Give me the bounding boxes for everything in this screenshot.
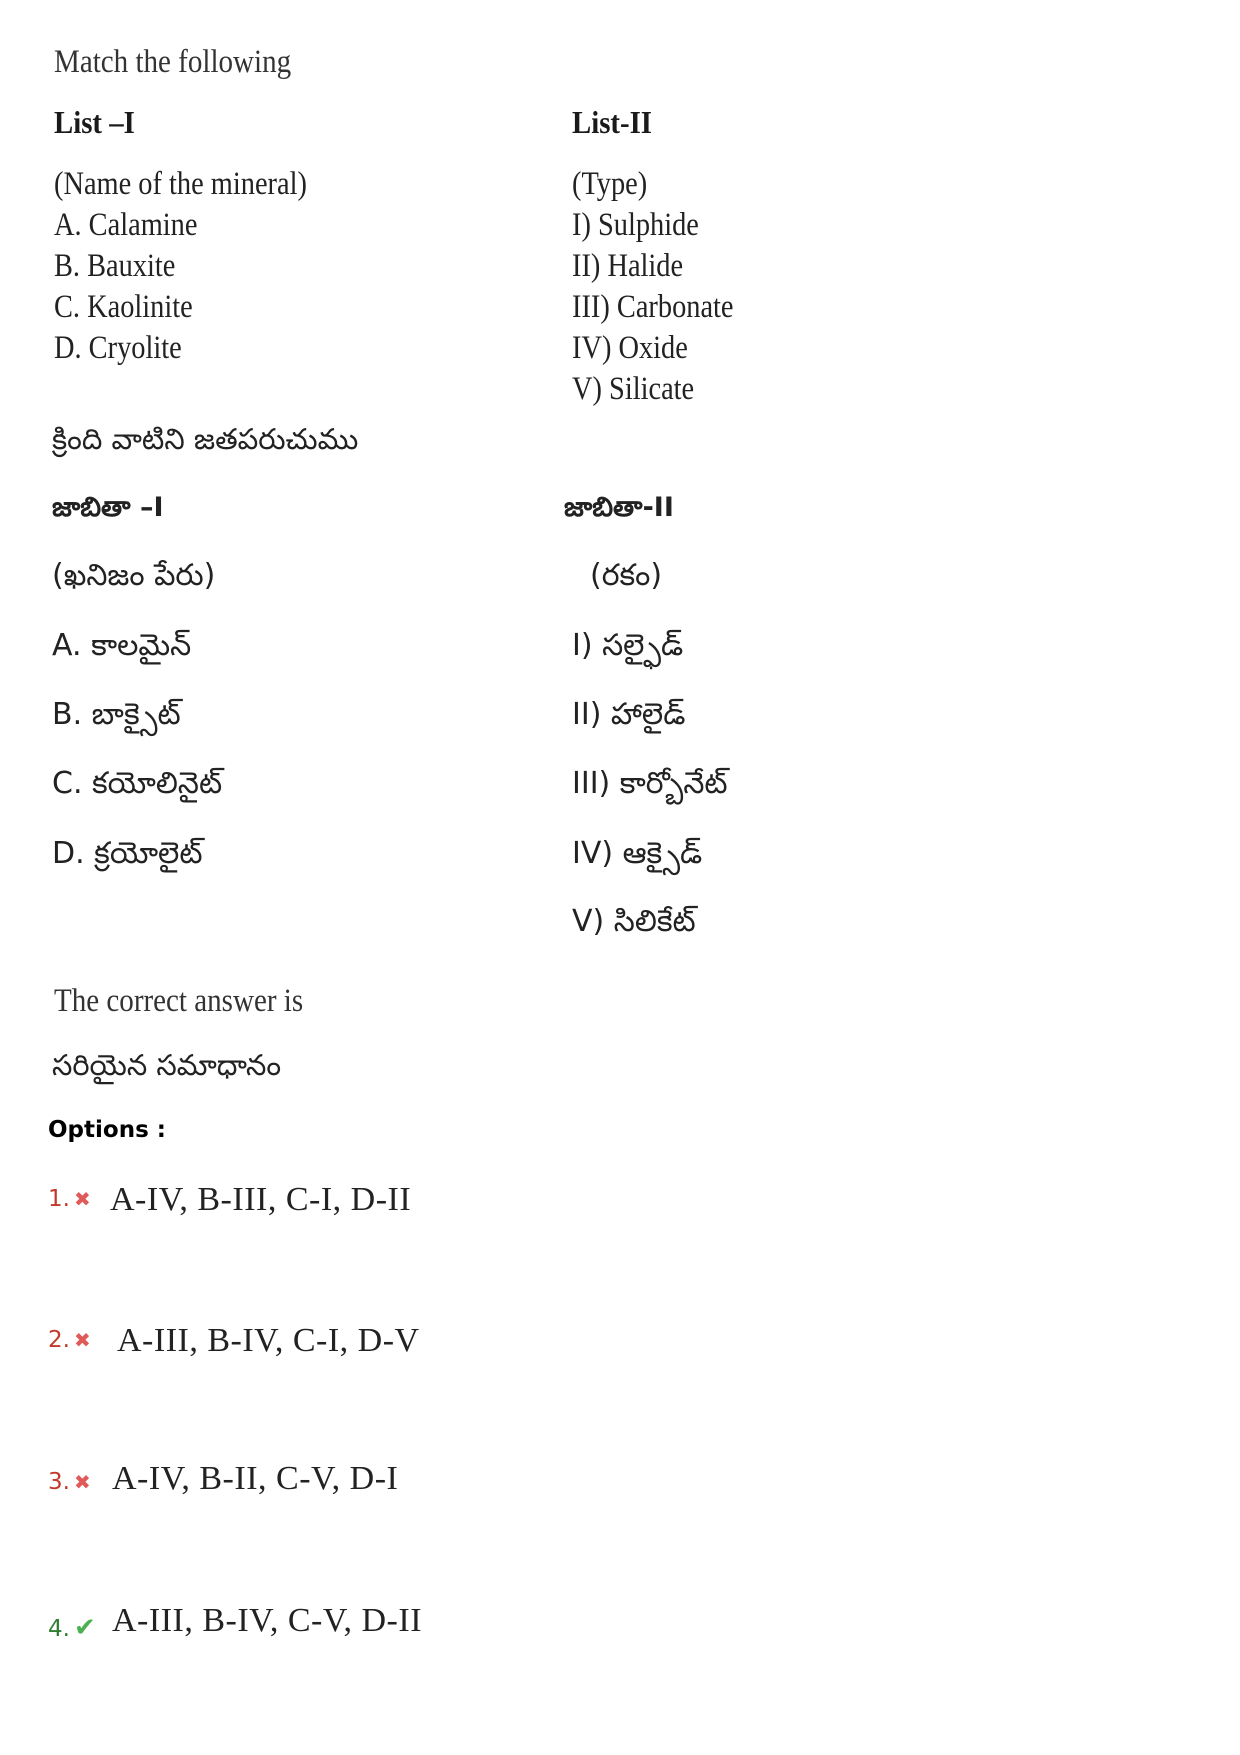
option-3[interactable] [48, 1469, 91, 1495]
list2-item-telugu: IV) ఆక్సైడ్ [572, 836, 703, 871]
list2-item: III) Carbonate [572, 289, 734, 325]
list1-item-telugu: C. కయోలినైట్ [52, 766, 223, 801]
list1-subheading-telugu: (ఖనిజం పేరు) [52, 558, 216, 593]
list2-item-telugu: V) సిలికేట్ [572, 904, 696, 939]
list2-items [572, 164, 734, 410]
list1-heading-telugu: జాబితా –I [52, 492, 164, 523]
list2-heading: List-II [572, 104, 653, 140]
list2-item: II) Halide [572, 248, 684, 284]
option-2-text[interactable]: A-III, B-IV, C-I, D-V [117, 1322, 420, 1359]
cross-icon: ✖ [73, 1328, 91, 1352]
option-1[interactable] [48, 1186, 91, 1212]
list1-item: C. Kaolinite [54, 289, 193, 325]
list1-items [54, 164, 307, 369]
list1-item: A. Calamine [54, 207, 198, 243]
option-1-text[interactable]: A-IV, B-III, C-I, D-II [110, 1181, 412, 1218]
option-2[interactable] [48, 1327, 91, 1353]
list1-item: D. Cryolite [54, 330, 182, 366]
question-instruction: Match the following [54, 44, 292, 80]
check-icon: ✔ [73, 1613, 96, 1643]
list2-heading-telugu: జాబితా-II [564, 492, 674, 523]
list2-item-telugu: I) సల్ఫైడ్ [572, 628, 684, 663]
options-label: Options : [48, 1117, 166, 1143]
list1-item: B. Bauxite [54, 248, 176, 284]
option-number: 1. [48, 1186, 70, 1212]
question-instruction-telugu: క్రింది వాటిని జతపరుచుము [52, 422, 359, 456]
option-3-text[interactable]: A-IV, B-II, C-V, D-I [112, 1460, 399, 1497]
list2-item-telugu: II) హాలైడ్ [572, 697, 686, 732]
list1-item-telugu: D. క్రయోలైట్ [52, 836, 203, 871]
option-number: 4. [48, 1616, 70, 1642]
answer-prompt-telugu: సరియైన సమాధానం [52, 1048, 282, 1082]
list2-subheading-telugu: (రకం) [590, 558, 663, 593]
answer-prompt: The correct answer is [54, 983, 304, 1019]
cross-icon: ✖ [73, 1187, 91, 1211]
list1-item-telugu: A. కాలమైన్ [52, 628, 192, 663]
option-4-text[interactable]: A-III, B-IV, C-V, D-II [112, 1602, 423, 1639]
option-number: 2. [48, 1327, 70, 1353]
list2-item: V) Silicate [572, 371, 695, 407]
list2-item-telugu: III) కార్బోనేట్ [572, 766, 728, 801]
list1-item-telugu: B. బాక్సైట్ [52, 697, 181, 732]
list1-subheading: (Name of the mineral) [54, 166, 307, 202]
option-4[interactable] [48, 1613, 96, 1643]
list2-subheading: (Type) [572, 166, 648, 202]
list1-heading: List –I [54, 104, 135, 140]
list2-item: I) Sulphide [572, 207, 699, 243]
option-number: 3. [48, 1469, 70, 1495]
list2-item: IV) Oxide [572, 330, 688, 366]
cross-icon: ✖ [73, 1470, 91, 1494]
